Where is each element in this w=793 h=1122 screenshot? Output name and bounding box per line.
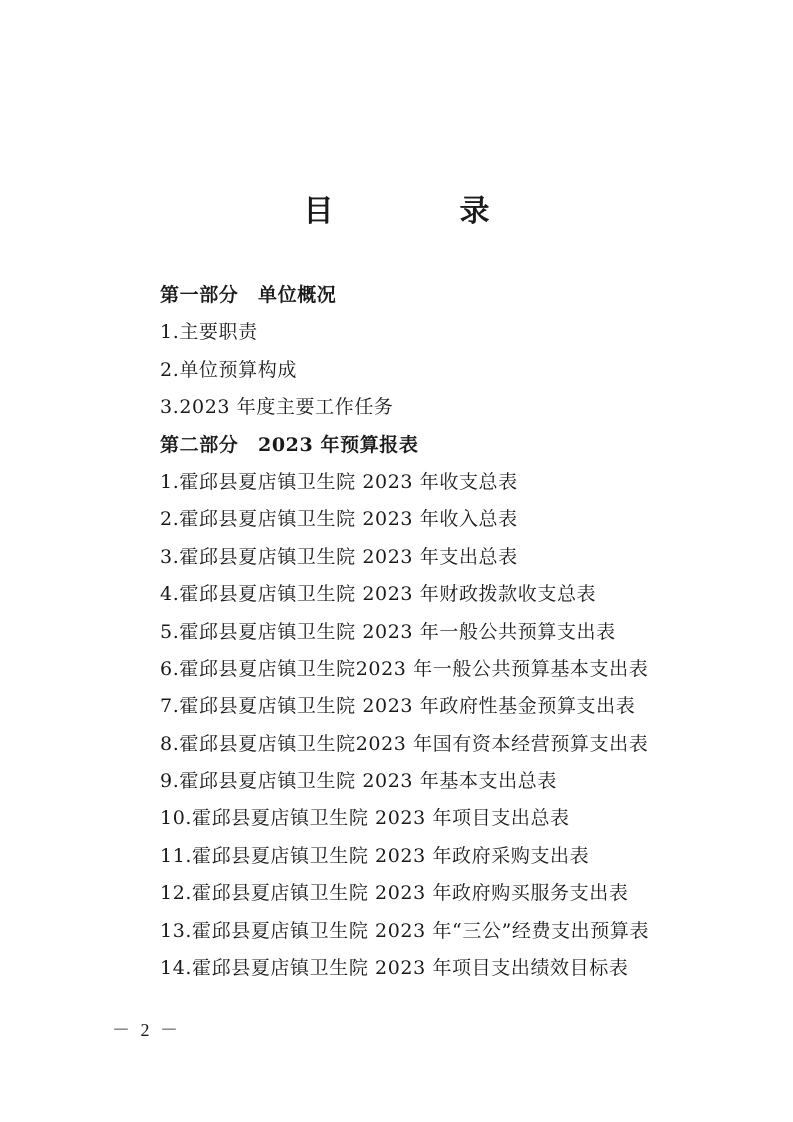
section-heading-part-2: 第二部分 2023 年预算报表 [160,433,419,456]
toc-item: 2.单位预算构成 [160,358,297,381]
toc-item: 5.霍邱县夏店镇卫生院 2023 年一般公共预算支出表 [160,620,616,643]
toc-item: 7.霍邱县夏店镇卫生院 2023 年政府性基金预算支出表 [160,695,636,718]
toc-item: 8.霍邱县夏店镇卫生院2023 年国有资本经营预算支出表 [160,732,649,755]
toc-item: 10.霍邱县夏店镇卫生院 2023 年项目支出总表 [160,807,570,830]
toc-item: 1.主要职责 [160,321,258,344]
toc-item: 4.霍邱县夏店镇卫生院 2023 年财政拨款收支总表 [160,583,597,606]
toc-item: 12.霍邱县夏店镇卫生院 2023 年政府购买服务支出表 [160,882,629,905]
toc-item: 2.霍邱县夏店镇卫生院 2023 年收入总表 [160,508,518,531]
toc-item: 6.霍邱县夏店镇卫生院2023 年一般公共预算基本支出表 [160,657,649,680]
toc-item: 14.霍邱县夏店镇卫生院 2023 年项目支出绩效目标表 [160,957,629,980]
toc-item: 13.霍邱县夏店镇卫生院 2023 年“三公”经费支出预算表 [160,919,650,942]
toc-item: 3.霍邱县夏店镇卫生院 2023 年支出总表 [160,545,518,568]
toc-item: 11.霍邱县夏店镇卫生院 2023 年政府采购支出表 [160,844,590,867]
toc-item: 1.霍邱县夏店镇卫生院 2023 年收支总表 [160,470,518,493]
page-number: － 2 － [112,1020,181,1040]
page-title: 目 录 [303,194,538,229]
toc-item: 3.2023 年度主要工作任务 [160,396,394,419]
table-of-contents [160,277,760,987]
toc-item: 9.霍邱县夏店镇卫生院 2023 年基本支出总表 [160,770,557,793]
section-heading-part-1: 第一部分 单位概况 [160,284,337,306]
